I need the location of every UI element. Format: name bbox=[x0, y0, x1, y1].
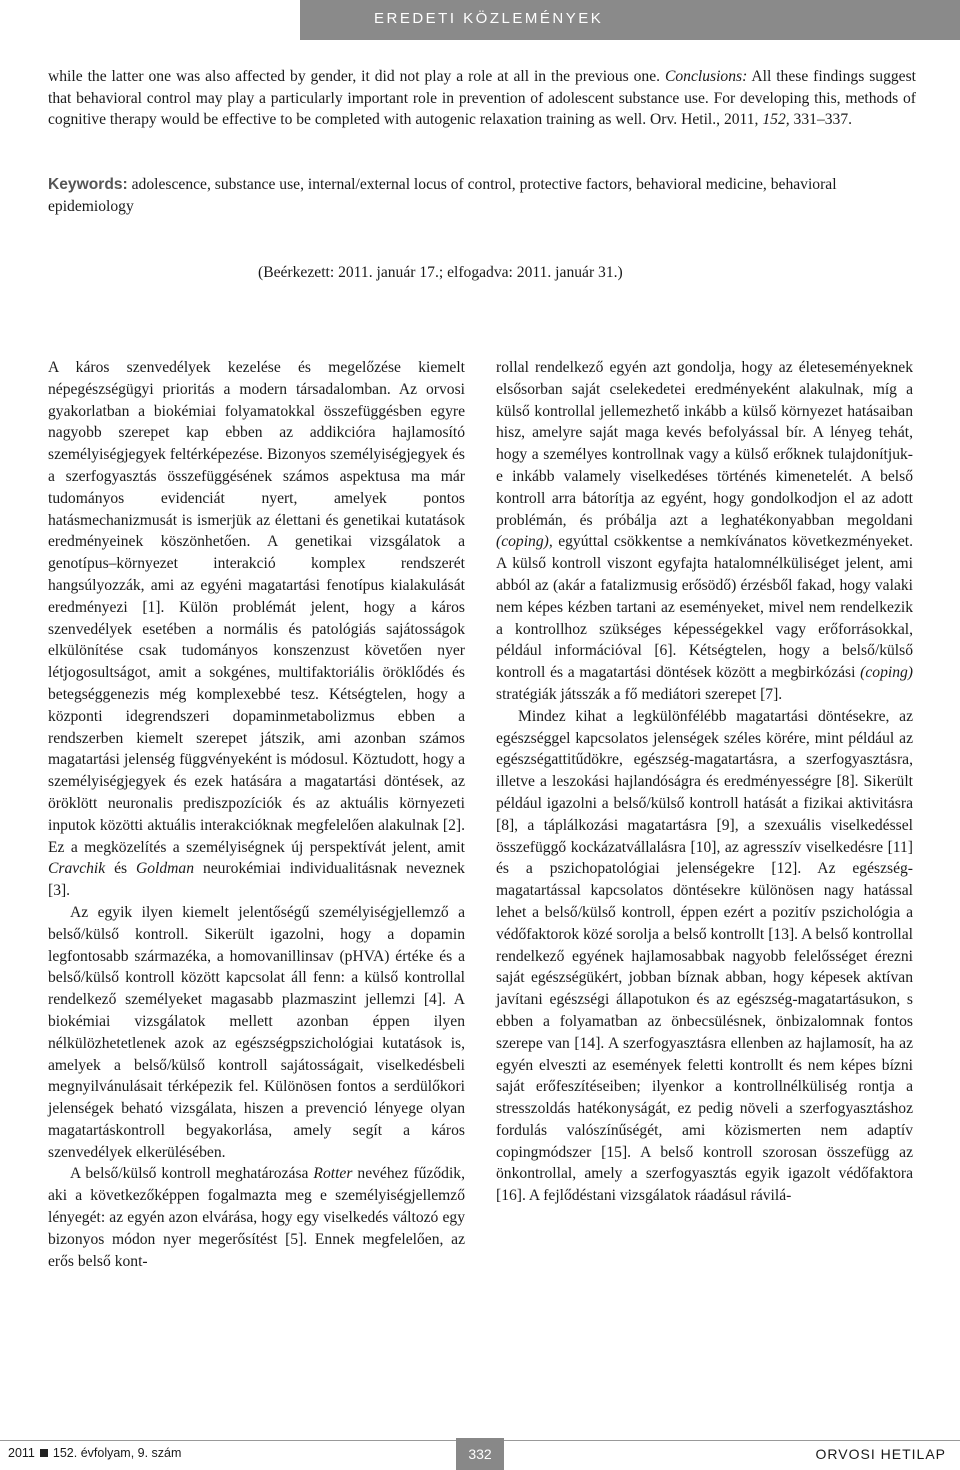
footer-issue-info bbox=[8, 1446, 181, 1460]
left-paragraph-3-end: nevéhez fűződik, aki a következőképpen fogalmazta meg e személyiségjellemző lényegét: az egyén azon elvárása, hogy egy viselkedés változó egy bizonyos módon nyer megerősítést [5]. Ennek megfelelően, az erős belső kont- bbox=[48, 1165, 465, 1270]
left-paragraph-1-text: A káros szenvedélyek kezelése és megelőzése kiemelt népegészségügyi prioritás a modern társadalomban. Az orvosi gyakorlatban a biokémiai folyamatokkal összefüggésben egyre nagyobb szerepet kap ebben az addikcióra hajlamosító személyiségjegyek feltérképezése. Bizonyos személyiségjegyek és a szerfogyasztás összefüggésének számos aspektusa ma már tudományos evidenciát nyert, amelyek pontos hatásmechanizmusát is ismerjük az élettani és genetikai kutatások eredményeinek köszönhetően. A genetikai vizsgálatok a genotípus–környezet interakció komplex rendszerét hangsúlyozzák, ami az egyéni magatartási fenotípus kialakulását eredményezi [1]. Külön problémát jelent, hogy a káros szenvedélyek esetében a normális és patológiás sajátosságok elkülönítése csak tudományos konszenzust követően nyer létjogosultságot, amit a sokgénes, multifaktoriális öröklődés és betegséggenezis még komplexebbé tesz. Kétségtelen, hogy a központi idegrendszeri dopaminmetabolizmus ebben a rendszerben kiemelt szerepet játszik, ami azonban számos magatartási jelenség függvényeként is módosul. Köztudott, hogy a személyiségjegyek és ezek hatására a magatartási döntések, az öröklött neuronalis prediszpozíciók és az aktuális környezeti inputok közötti aktuális interakcióknak megfelelően alakulnak [2]. Ez a megközelítés a személyiségnek új perspektívát jelent, amit bbox=[48, 359, 465, 856]
left-paragraph-2: Az egyik ilyen kiemelt jelentőségű személyiségjellemző a belső/külső kontroll. Sikerült igazolni, hogy a dopamin legfontosabb származéka, a homovanillinsav (pHVA) értéke és a belső/külső kontroll között kapcsolat áll fenn: a külső kontrollal rendelkező személyeket magasabb plazmaszint jellemzi [4]. A biokémiai vizsgálatok mellett azonban éppen ilyen nélkülözhetetlenek azok az egészségpszichológiai kutatások is, amelyek a belső/külső kontroll sajátosságait, viselkedésbeli megnyilvánulásait térképezik fel. Különösen fontos a serdülőkori jelenségek beható vizsgálata, hiszen a prevenció lényege olyan magatartáskontroll begyakorlása, amely segít a káros szenvedélyek elkerülésében. bbox=[48, 903, 465, 1161]
left-paragraph-3 bbox=[48, 1163, 465, 1272]
page-range: 331–337. bbox=[789, 111, 853, 129]
keywords-text: adolescence, substance use, internal/external locus of control, protective factors, behavioral medicine, behavioral epidemiology bbox=[48, 176, 837, 215]
left-column bbox=[48, 357, 465, 1272]
abstract-text-1: while the latter one was also affected by gender, it did not play a role at all in the previous one. bbox=[48, 68, 665, 85]
journal-name: ORVOSI HETILAP bbox=[815, 1446, 946, 1462]
left-paragraph-3-start: A belső/külső kontroll meghatározása bbox=[70, 1165, 314, 1183]
section-header-title: EREDETI KÖZLEMÉNYEK bbox=[374, 10, 604, 27]
author-name-cravchik: Cravchik bbox=[48, 860, 106, 878]
abstract-text bbox=[48, 66, 916, 131]
footer-year: 2011 bbox=[8, 1446, 35, 1460]
square-bullet-icon bbox=[40, 1449, 48, 1457]
conclusions-label: Conclusions: bbox=[664, 68, 748, 85]
right-paragraph-1 bbox=[496, 357, 913, 706]
right-paragraph-1a: rollal rendelkező egyén azt gondolja, hogy az életeseményeknek elsősorban saját cselekedetei eredményeként alakulnak, míg a külső kontrollal jellemezhető inkább a külső környezet hatásaiban hisz, amelyre saját maga kevés befolyással bír. A lényeg tehát, hogy a személyes kontrollnak vagy a külső erőknek tulajdonítjuk-e inkább valamely viselkedéses történés kimenetelét. A belső kontroll arra bátorítja az egyént, hogy gondolkodjon el az adott problémán, és próbálja azt a leghatékonyabban megoldani bbox=[496, 359, 913, 529]
received-dates: (Beérkezett: 2011. január 17.; elfogadva: 2011. január 31.) bbox=[258, 264, 623, 281]
left-paragraph-1 bbox=[48, 357, 465, 902]
right-paragraph-1b: egyúttal csökkentse a nemkívánatos következményeket. A külső kontroll viszont egyfajta hatalomnélküliséget jelent, ami abból az (akár a fatalizmusig erősödő) érzésből fakad, hogy valaki nem képes kézben tartani az eseményeket, mivel nem rendelkezik a kontrollhoz szükséges képességekkel vagy erőforrásokkal, például információval [6]. Kétségtelen, hogy a belső/külső kontroll és a magatartási döntések között a megbirkózási bbox=[496, 533, 913, 682]
coping-term-2: (coping) bbox=[860, 664, 913, 682]
keywords-label: Keywords: bbox=[48, 176, 128, 193]
conjunction-text: és bbox=[105, 860, 136, 878]
right-paragraph-2: Mindez kihat a legkülönfélébb magatartási döntésekre, az egészséggel kapcsolatos jelenségek széles körére, mint például az egészségattitűdökre, egészség-magatartásra, a szerfogyasztásra, illetve a leszokási hajlandóságra és eredményességre [8]. Sikerült például igazolni a belső/külső kontroll hatását a fizikai aktivitásra [8], a táplálkozási magatartásra [9], a szexuális viselkedéssel összefüggő kockázatvállalásra [10], az agresszív viselkedésre [11] és a pszichopatológiai jelenségekre [12]. Az egészség-magatartással kapcsolatos döntésekre különösen nagy hatással lehet a belső/külső kontroll, éppen ezért a pozitív pszichológia a védőfaktorok közé sorolja a belső kontrollt [13]. A belső kontrollal rendelkező egyének hajlamosabbak nagyobb felelősséget érezni saját egészségükért, jobban bíznak abban, hogy képesek aktívan javítani egészségi állapotukon és az egészség-magatartásukon, s ebben a folyamatban az önbecsülésnek, önbizalomnak fontos szerepe van [14]. A szerfogyasztásra ellenben az hajlamosít, ha az egyén elveszti az események feletti kontrollt és nem képes bízni saját erőfeszítéseiben; ilyenkor a kontrollnélküliség rontja a stresszoldás hatékonyságát, ez pedig növeli a szerfogyasztáshoz fordulás valószínűségét, ami közismerten nem adaptív copingmódszer [15]. A belső kontroll szorosan összefügg az önkontrollal, amely a szerfogyasztás egyik igazolt védőfaktora [16]. A fejlődéstani vizsgálatok ráadásul rávilá- bbox=[496, 707, 913, 1205]
author-name-goldman: Goldman bbox=[135, 860, 195, 878]
author-name-rotter: Rotter bbox=[313, 1165, 353, 1183]
right-paragraph-1c: stratégiák játsszák a fő mediátori szerepet [7]. bbox=[496, 685, 783, 703]
right-column bbox=[496, 357, 913, 1207]
left-paragraph-1-end: neurokémiai individualitásnak neveznek [3]. bbox=[48, 860, 465, 900]
volume-number: 152, bbox=[762, 111, 790, 129]
keywords-block bbox=[48, 174, 916, 217]
coping-term-1: (coping), bbox=[496, 533, 553, 551]
page-number: 332 bbox=[456, 1438, 504, 1470]
abstract-text-2: All these findings suggest that behavioral control may play a particularly important role in prevention of adolescent substance use. For developing this, methods of cognitive therapy would be effective to be completed with autogenic relaxation training as well. Orv. Hetil., 2011, bbox=[48, 68, 916, 129]
footer-issue: 152. évfolyam, 9. szám bbox=[52, 1446, 182, 1460]
